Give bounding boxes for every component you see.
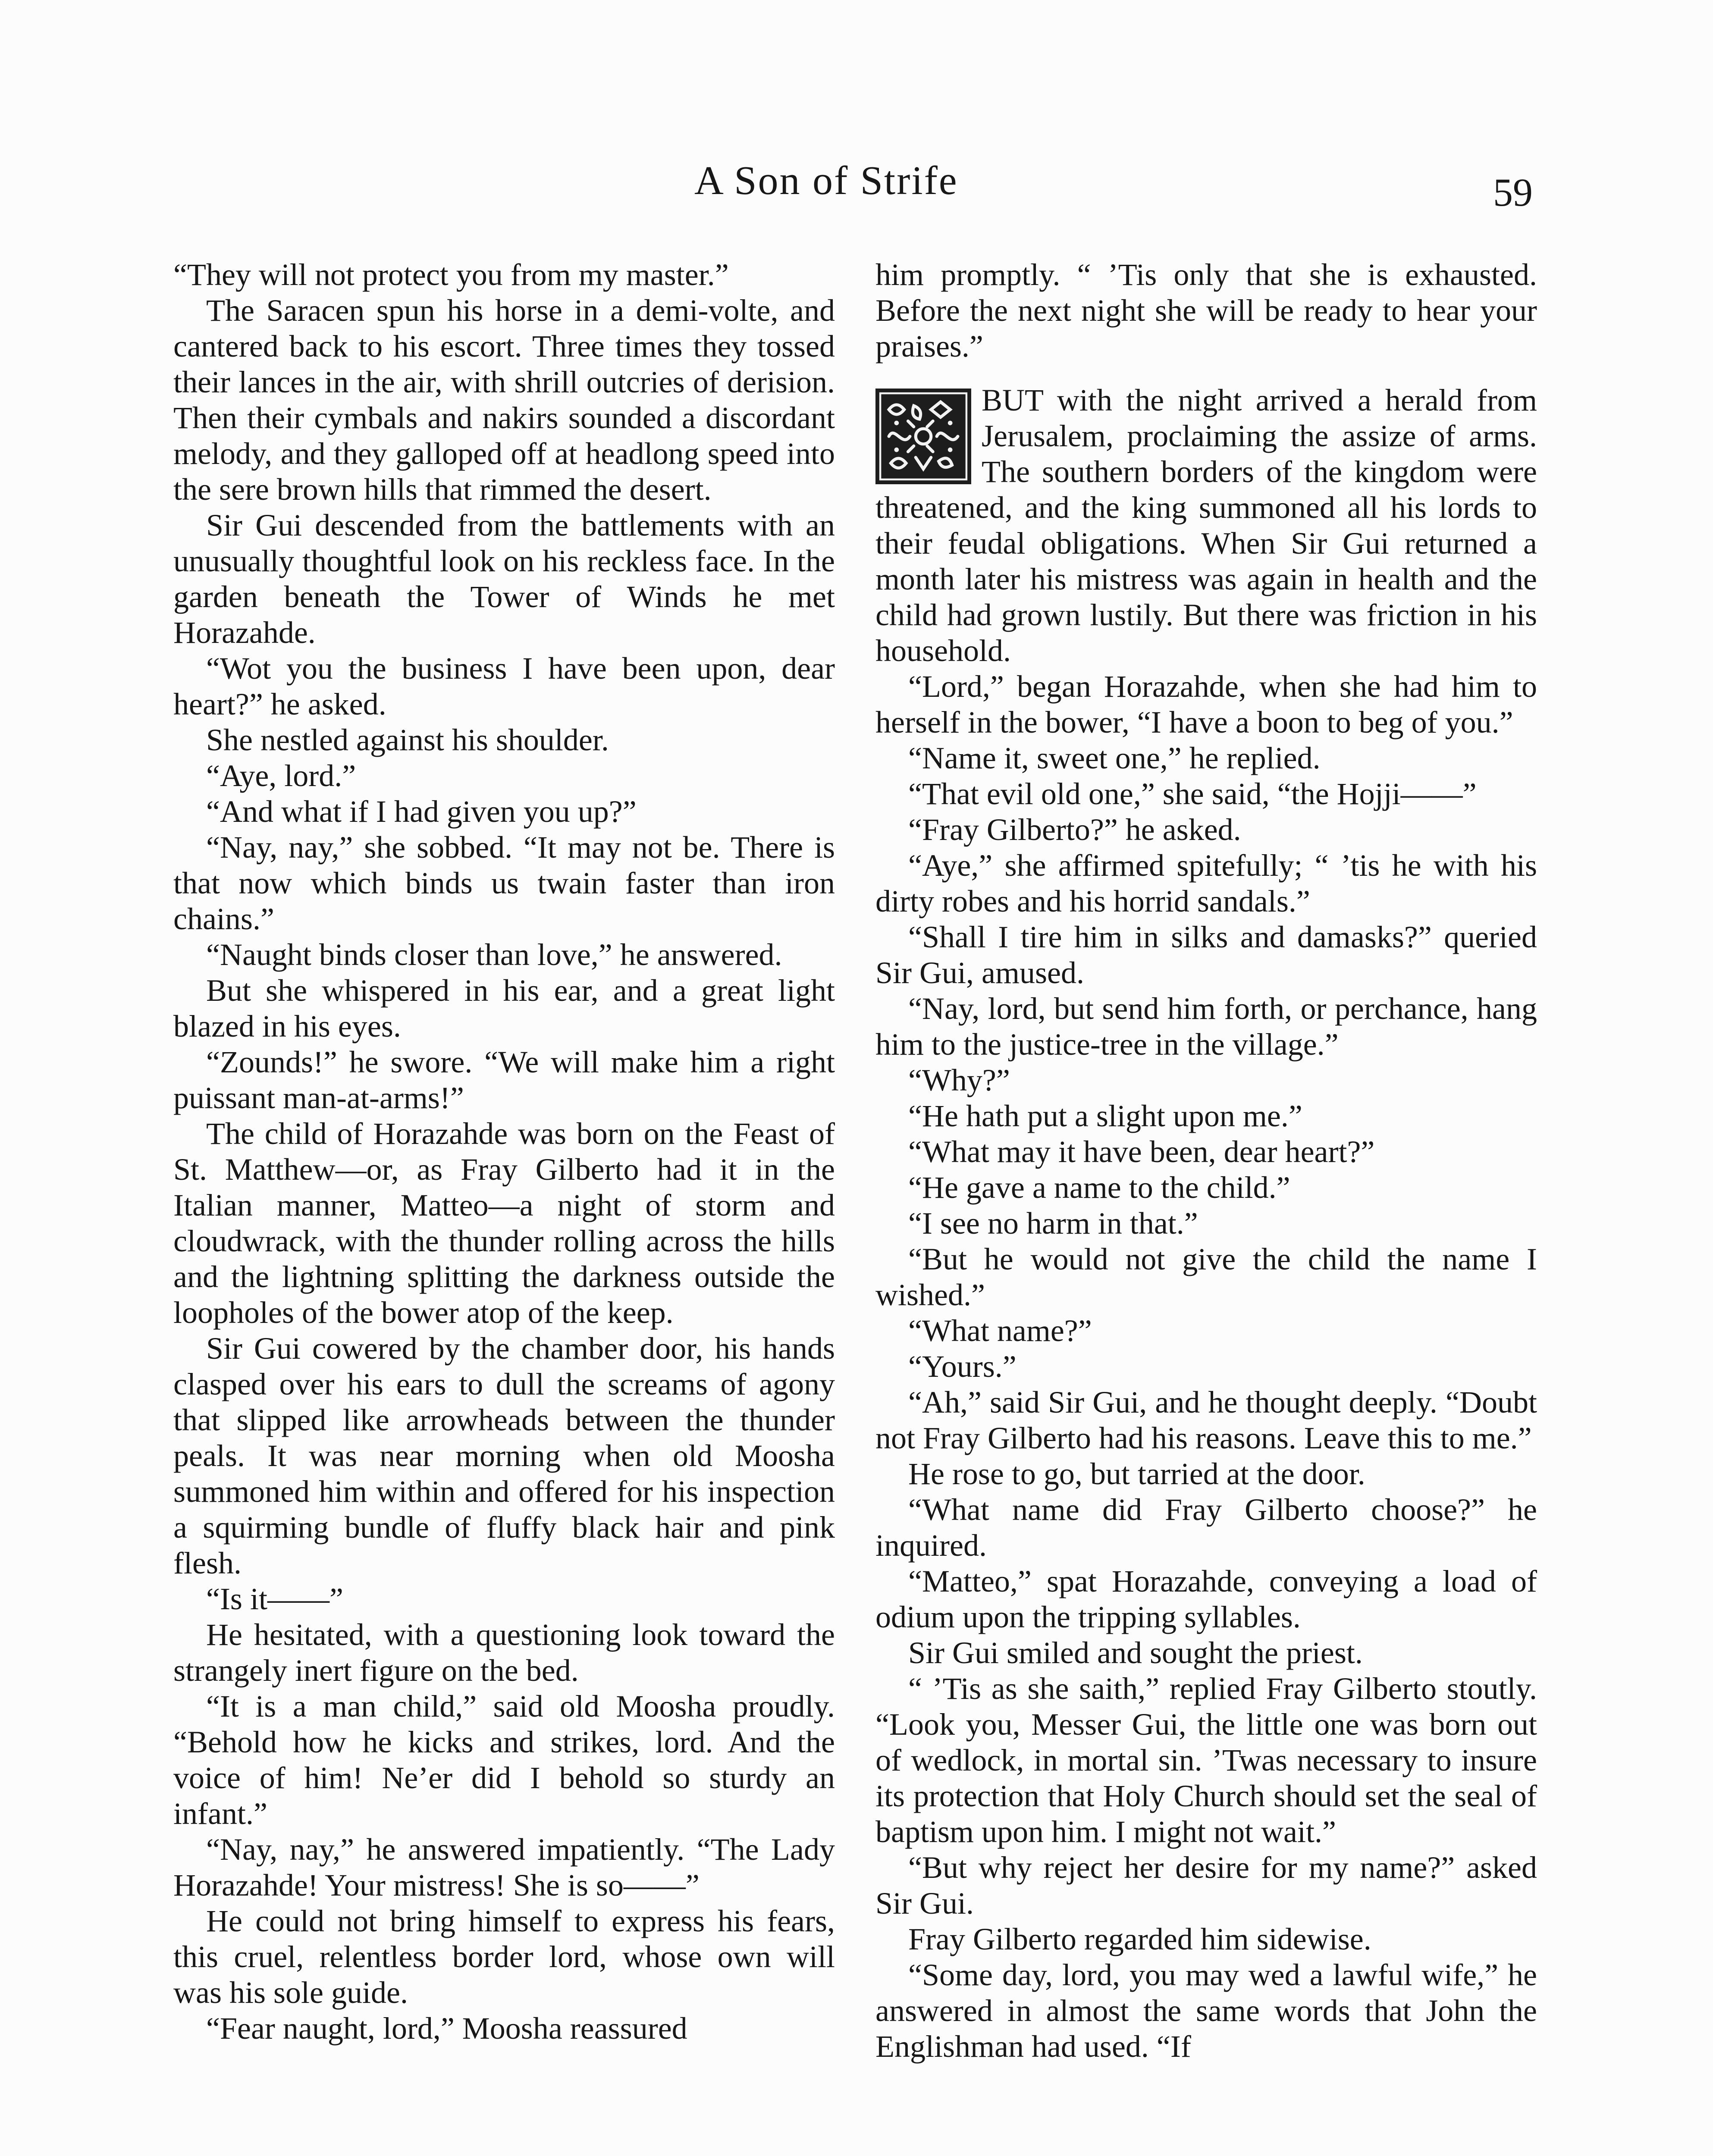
- page-number: 59: [1493, 170, 1533, 214]
- drop-cap-paragraph: BUT with the night arrived a herald from Jerusalem, proclaiming the assize of arms. The southern borders of the kingdom were threatened, and the king summoned all his lords to their feudal obligations. When Sir Gui returned a month later his mistress was again in health and the child had grown lustily. But there was friction in his household.: [875, 383, 1537, 668]
- paragraph: “It is a man child,” said old Moosha proudly. “Behold how he kicks and strikes, lord. And the voice of him! Ne’er did I behold so sturdy an infant.”: [173, 1689, 835, 1831]
- paragraph: He could not bring himself to express his fears, this cruel, relentless border lord, whose own will was his sole guide.: [173, 1904, 835, 2010]
- paragraph: “Fray Gilberto?” he asked.: [908, 812, 1241, 847]
- paragraph: But she whispered in his ear, and a great light blazed in his eyes.: [173, 973, 835, 1044]
- paragraph: “Zounds!” he swore. “We will make him a right puissant man-at-arms!”: [173, 1045, 835, 1115]
- paragraph: “Nay, lord, but send him forth, or perchance, hang him to the justice-tree in the village.”: [875, 991, 1537, 1062]
- paragraph: The Saracen spun his horse in a demi-volte, and cantered back to his escort. Three times they tossed their lances in the air, with shrill outcries of derision. Then their cymbals and nakirs sounded a discordant melody, and they galloped off at headlong speed into the sere brown hills that rimmed the desert.: [173, 293, 835, 507]
- paragraph: “Fear naught, lord,” Moosha reassured: [206, 2011, 687, 2046]
- page-header: [0, 0, 1713, 241]
- paragraph: “Aye, lord.”: [206, 758, 356, 793]
- paragraph: “But he would not give the child the name I wished.”: [875, 1242, 1537, 1312]
- paragraph: “Shall I tire him in silks and damasks?” queried Sir Gui, amused.: [875, 920, 1537, 990]
- paragraph: “Nay, nay,” she sobbed. “It may not be. There is that now which binds us twain faster than iron chains.”: [173, 830, 835, 936]
- paragraph: “Name it, sweet one,” he replied.: [908, 741, 1321, 775]
- paragraph: “He gave a name to the child.”: [908, 1170, 1290, 1205]
- paragraph: “What name did Fray Gilberto choose?” he inquired.: [875, 1492, 1537, 1563]
- right-text-column: [875, 257, 1537, 2156]
- paragraph: “He hath put a slight upon me.”: [908, 1099, 1302, 1133]
- ornamental-drop-cap-icon: [875, 389, 971, 484]
- paragraph: “I see no harm in that.”: [908, 1206, 1198, 1241]
- paragraph: “Lord,” began Horazahde, when she had him to herself in the bower, “I have a boon to beg of you.”: [875, 669, 1537, 740]
- paragraph: “Matteo,” spat Horazahde, conveying a load of odium upon the tripping syllables.: [875, 1564, 1537, 1634]
- paragraph: “Nay, nay,” he answered impatiently. “The Lady Horazahde! Your mistress! She is so——”: [173, 1832, 835, 1902]
- paragraph: She nestled against his shoulder.: [206, 723, 609, 757]
- paragraph: He hesitated, with a questioning look toward the strangely inert figure on the bed.: [173, 1617, 835, 1688]
- paragraph: “Is it——”: [206, 1582, 343, 1616]
- paragraph: “What name?”: [908, 1313, 1092, 1348]
- paragraph: “Some day, lord, you may wed a lawful wife,” he answered in almost the same words that John the Englishman had used. “If: [875, 1958, 1537, 2064]
- paragraph: “And what if I had given you up?”: [206, 794, 637, 829]
- paragraph: “Wot you the business I have been upon, dear heart?” he asked.: [173, 651, 835, 721]
- paragraph: Sir Gui cowered by the chamber door, his hands clasped over his ears to dull the screams of agony that slipped like arrowheads between the thunder peals. It was near morning when old Moosha summoned him within and offered for his inspection a squirming bundle of fluffy black hair and pink flesh.: [173, 1331, 835, 1580]
- paragraph: Sir Gui descended from the battlements with an unusually thoughtful look on his reckless face. In the garden beneath the Tower of Winds he met Horazahde.: [173, 508, 835, 650]
- paragraph: He rose to go, but tarried at the door.: [908, 1457, 1365, 1491]
- paragraph: Fray Gilberto regarded him sidewise.: [908, 1922, 1371, 1956]
- paragraph: “Yours.”: [908, 1349, 1017, 1384]
- paragraph: “Why?”: [908, 1063, 1010, 1097]
- paragraph: “They will not protect you from my master.”: [173, 257, 729, 292]
- paragraph: “Naught binds closer than love,” he answered.: [206, 937, 782, 972]
- section-opening: [875, 382, 1537, 669]
- running-title: A Son of Strife: [694, 158, 958, 203]
- paragraph: The child of Horazahde was born on the Feast of St. Matthew—or, as Fray Gilberto had it in the Italian manner, Matteo—a night of storm and cloudwrack, with the thunder rolling across the hills and the lightning splitting the darkness outside the loopholes of the bower atop of the keep.: [173, 1116, 835, 1330]
- paragraph: “Ah,” said Sir Gui, and he thought deeply. “Doubt not Fray Gilberto had his reasons. Leave this to me.”: [875, 1385, 1537, 1455]
- left-text-column: [173, 257, 835, 2156]
- paragraph-continuation: him promptly. “ ’Tis only that she is exhausted. Before the next night she will be ready to hear your praises.”: [875, 257, 1537, 364]
- paragraph: “That evil old one,” she said, “the Hojji——”: [908, 777, 1477, 811]
- paragraph: “Aye,” she affirmed spitefully; “ ’tis he with his dirty robes and his horrid sandals.”: [875, 848, 1537, 918]
- paragraph: “What may it have been, dear heart?”: [908, 1134, 1375, 1169]
- paragraph: “ ’Tis as she saith,” replied Fray Gilberto stoutly. “Look you, Messer Gui, the little one was born out of wedlock, in mortal sin. ’Twas necessary to insure its protection that Holy Church should set the seal of baptism upon him. I might not wait.”: [875, 1671, 1537, 1849]
- paragraph: Sir Gui smiled and sought the priest.: [908, 1636, 1363, 1670]
- paragraph: “But why reject her desire for my name?” asked Sir Gui.: [875, 1850, 1537, 1921]
